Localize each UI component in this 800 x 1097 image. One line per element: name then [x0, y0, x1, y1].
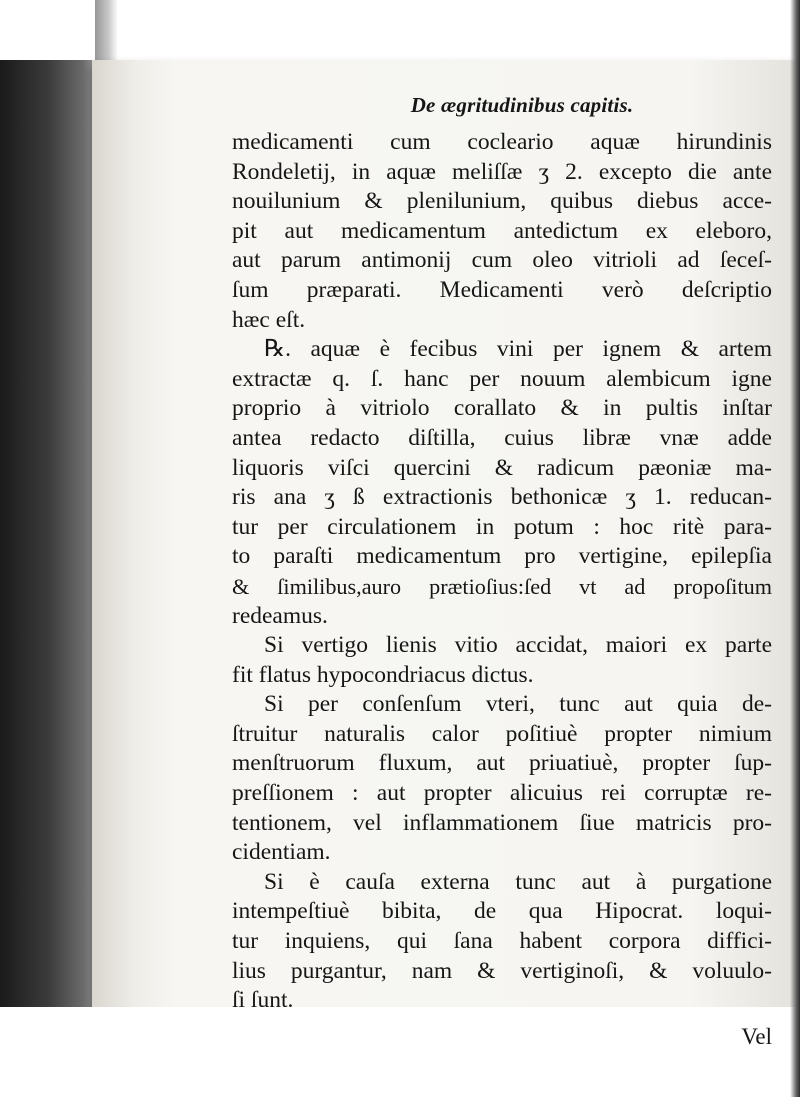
text-line: liquoris viſci quercini & radicum pæoniæ ma-	[232, 454, 772, 481]
text-line: ℞. aquæ è fecibus vini per ignem & artem	[264, 336, 772, 363]
text-line: & ſimilibus,auro prætioſius:ſed vt ad propoſitum	[232, 573, 772, 599]
text-line: intempeſtiuè bibita, de qua Hipocrat. loqui-	[232, 898, 772, 925]
text-line: hæc eſt.	[232, 306, 306, 333]
text-line: medicamenti cum cocleario aquæ hirundinis	[232, 129, 772, 155]
text-line: lius purgantur, nam & vertiginoſi, & voluulo-	[232, 957, 772, 984]
text-line: Si è cauſa externa tunc aut à purgatione	[264, 868, 772, 895]
text-line: cidentiam.	[232, 839, 331, 866]
text-line: tur per circulationem in potum : hoc ritè para-	[232, 513, 772, 540]
text-line: ſtruitur naturalis calor poſitiuè propter nimium	[232, 720, 772, 747]
text-line: proprio à vitriolo corallato & in pultis inſtar	[232, 395, 772, 422]
text-line: to paraſti medicamentum pro vertigine, epilepſia	[232, 543, 772, 570]
body-text	[232, 128, 772, 1016]
text-block	[232, 92, 772, 1052]
text-line: aut parum antimonij cum oleo vitrioli ad ſeceſ-	[232, 247, 772, 274]
text-line: pit aut medicamentum antedictum ex eleboro,	[232, 217, 772, 244]
text-line: tur inquiens, qui ſana habent corpora diffici-	[232, 928, 772, 955]
text-line: Si vertigo lienis vitio accidat, maiori ex parte	[264, 632, 772, 659]
text-line: Rondeletij, in aquæ meliſſæ ʒ 2. excepto die ante	[232, 158, 772, 185]
text-line: fit flatus hypocondriacus dictus.	[232, 661, 534, 688]
text-line: ſum præparati. Medicamenti verò deſcriptio	[232, 276, 772, 303]
text-line: Si per conſenſum vteri, tunc aut quia de-	[264, 691, 772, 718]
right-page-edge	[790, 0, 800, 1097]
text-line: menſtruorum fluxum, aut priuatiuè, propter ſup-	[232, 750, 772, 777]
text-line: redeamus.	[232, 602, 328, 629]
running-head: De ægritudinibus capitis.	[410, 93, 634, 117]
text-line: preſſionem : aut propter alicuius rei corruptæ re-	[232, 780, 772, 807]
text-line: ſi ſunt.	[232, 987, 294, 1014]
text-line: antea redacto diſtilla, cuius libræ vnæ adde	[232, 424, 772, 451]
text-line: extractæ q. ſ. hanc per nouum alembicum igne	[232, 365, 772, 392]
text-line: tentionem, vel inflammationem ſiue matricis pro-	[232, 809, 772, 836]
catchword: Vel	[741, 1023, 772, 1049]
text-line: nouilunium & plenilunium, quibus diebus acce-	[232, 188, 772, 215]
text-line: ris ana ʒ ß extractionis bethonicæ ʒ 1. reducan-	[232, 484, 772, 511]
